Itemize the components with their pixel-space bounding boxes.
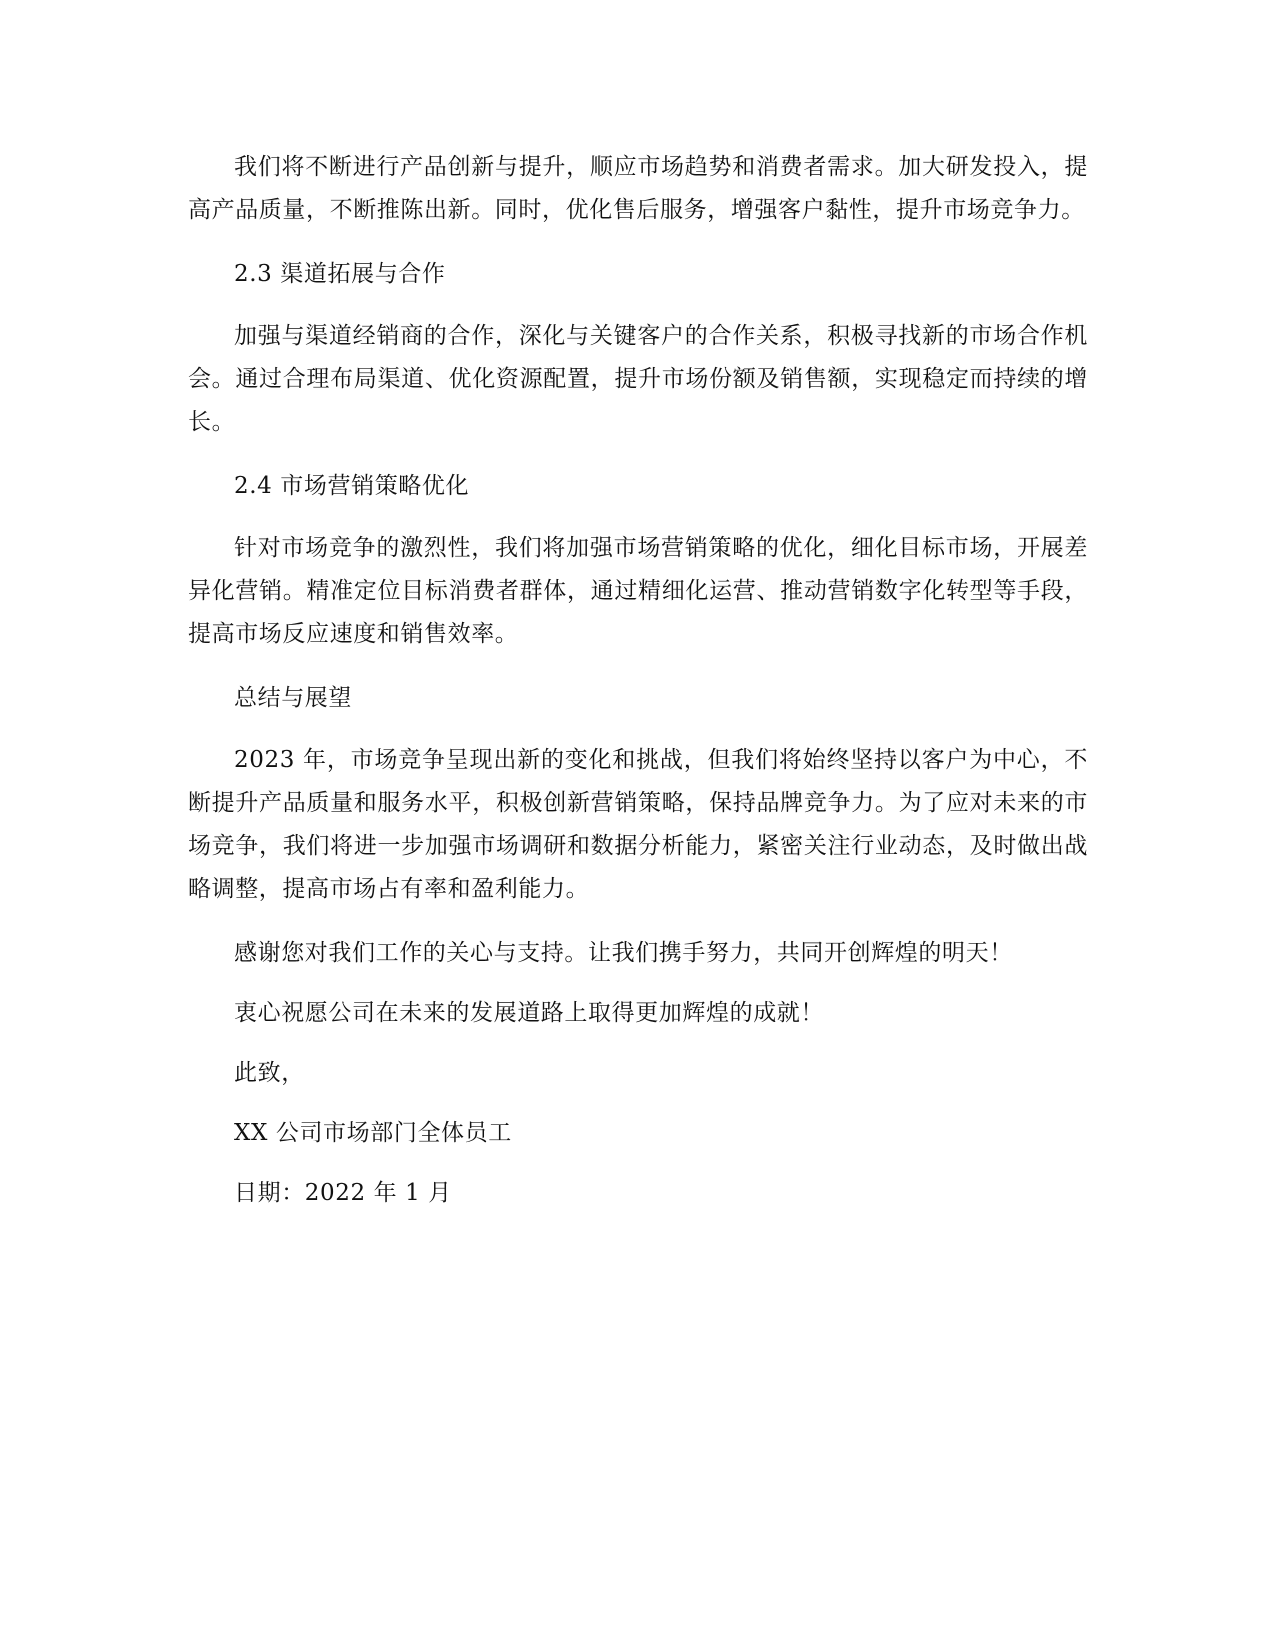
section-heading-marketing-strategy: 2.4 市场营销策略优化: [234, 473, 470, 499]
signature-sender: XX 公司市场部门全体员工: [234, 1120, 512, 1146]
paragraph-marketing-strategy: 针对市场竞争的激烈性，我们将加强市场营销策略的优化，细化目标市场，开展差异化营销。精准定位目标消费者群体，通过精细化运营、推动营销数字化转型等手段，提高市场反应速度和销售效率。: [188, 535, 1088, 647]
section-heading-summary-outlook: 总结与展望: [234, 685, 352, 711]
paragraph-channel-expansion: 加强与渠道经销商的合作，深化与关键客户的合作关系，积极寻找新的市场合作机会。通过合理布局渠道、优化资源配置，提升市场份额及销售额，实现稳定而持续的增长。: [188, 323, 1088, 435]
paragraph-wishes: 衷心祝愿公司在未来的发展道路上取得更加辉煌的成就！: [234, 1000, 824, 1026]
closing-salutation: 此致，: [234, 1060, 305, 1086]
document-body: [188, 146, 1088, 1232]
paragraph-product-innovation: 我们将不断进行产品创新与提升，顺应市场趋势和消费者需求。加大研发投入，提高产品质量，不断推陈出新。同时，优化售后服务，增强客户黏性，提升市场竞争力。: [188, 154, 1088, 223]
section-heading-channel-expansion: 2.3 渠道拓展与合作: [234, 261, 446, 287]
signature-date: 日期：2022 年 1 月: [234, 1180, 452, 1206]
paragraph-summary-outlook: 2023 年，市场竞争呈现出新的变化和挑战，但我们将始终坚持以客户为中心，不断提升产品质量和服务水平，积极创新营销策略，保持品牌竞争力。为了应对未来的市场竞争，我们将进一步加强市场调研和数据分析能力，紧密关注行业动态，及时做出战略调整，提高市场占有率和盈利能力。: [188, 747, 1088, 902]
paragraph-thanks: 感谢您对我们工作的关心与支持。让我们携手努力，共同开创辉煌的明天！: [234, 940, 1013, 966]
